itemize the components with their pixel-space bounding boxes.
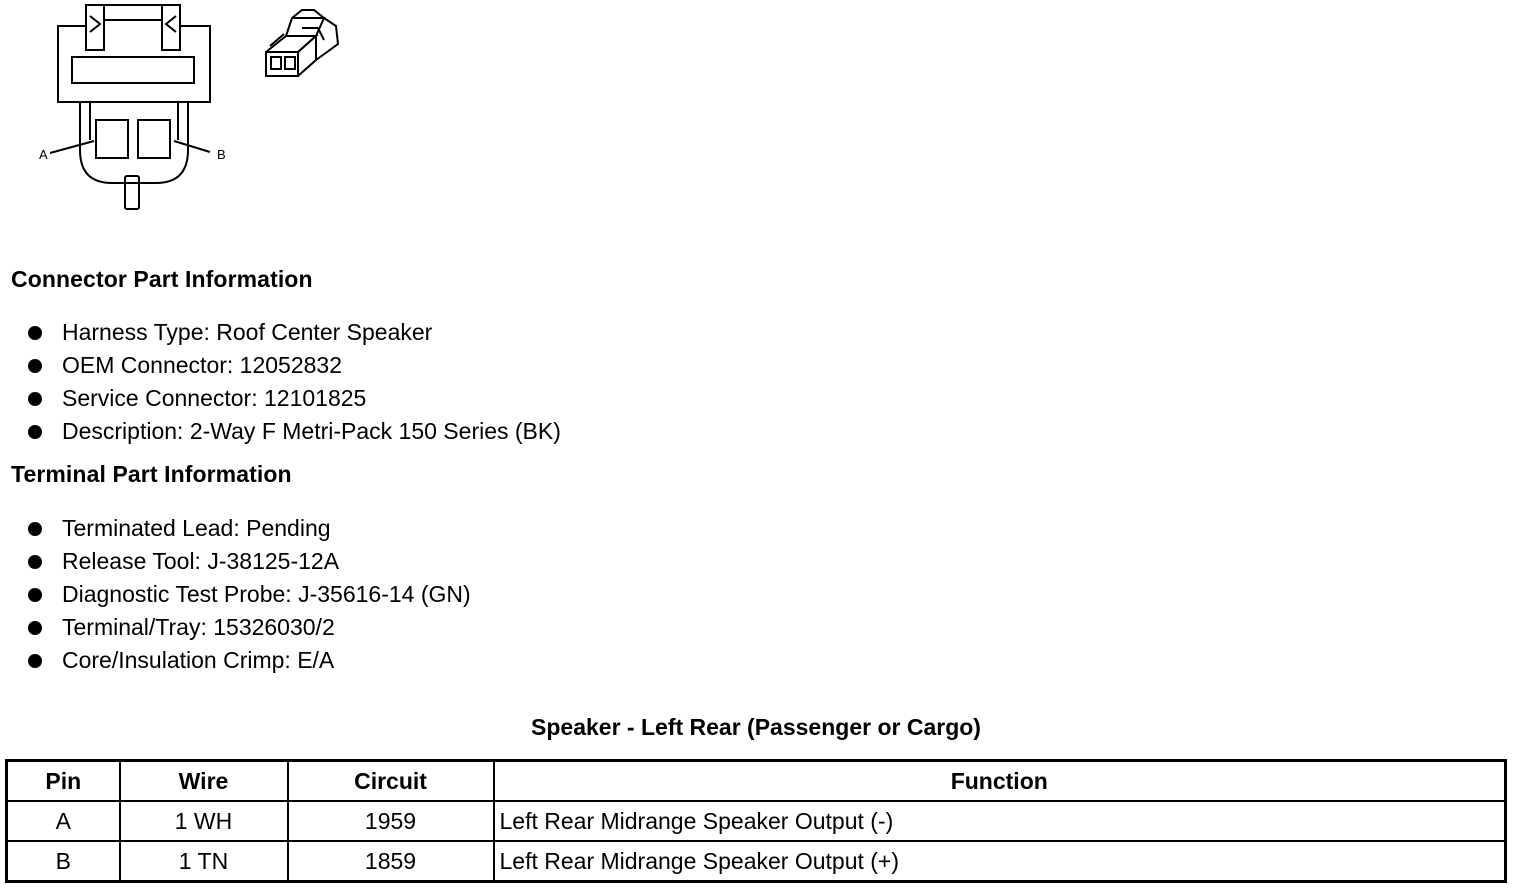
column-header-circuit: Circuit bbox=[288, 761, 494, 802]
connector-face-diagram bbox=[30, 0, 240, 215]
list-item-text: Description: 2-Way F Metri-Pack 150 Series (BK) bbox=[62, 418, 561, 444]
list-item bbox=[28, 545, 471, 578]
table-header-row bbox=[7, 761, 1506, 802]
function-cell: Left Rear Midrange Speaker Output (+) bbox=[494, 841, 1506, 882]
bullet-icon bbox=[28, 425, 42, 439]
list-item-text: Diagnostic Test Probe: J-35616-14 (GN) bbox=[62, 581, 471, 607]
list-item bbox=[28, 512, 471, 545]
list-item bbox=[28, 349, 561, 382]
pin-b-label: B bbox=[217, 147, 226, 162]
pin-cell: B bbox=[7, 841, 120, 882]
list-item-text: Terminated Lead: Pending bbox=[62, 515, 331, 541]
table-row bbox=[7, 841, 1506, 882]
circuit-cell: 1959 bbox=[288, 801, 494, 841]
list-item bbox=[28, 578, 471, 611]
bullet-icon bbox=[28, 654, 42, 668]
bullet-icon bbox=[28, 326, 42, 340]
list-item bbox=[28, 316, 561, 349]
bullet-icon bbox=[28, 392, 42, 406]
column-header-wire: Wire bbox=[120, 761, 288, 802]
bullet-icon bbox=[28, 522, 42, 536]
wire-cell: 1 WH bbox=[120, 801, 288, 841]
bullet-icon bbox=[28, 588, 42, 602]
bullet-icon bbox=[28, 555, 42, 569]
connector-part-info-list bbox=[28, 316, 561, 448]
list-item-text: Harness Type: Roof Center Speaker bbox=[62, 319, 433, 345]
list-item-text: Service Connector: 12101825 bbox=[62, 385, 367, 411]
pinout-table bbox=[5, 759, 1507, 883]
list-item bbox=[28, 382, 561, 415]
circuit-cell: 1859 bbox=[288, 841, 494, 882]
terminal-part-info-heading: Terminal Part Information bbox=[11, 461, 292, 487]
connector-part-info-heading: Connector Part Information bbox=[11, 266, 313, 292]
bullet-icon bbox=[28, 621, 42, 635]
list-item-text: Release Tool: J-38125-12A bbox=[62, 548, 340, 574]
terminal-part-info-list bbox=[28, 512, 471, 677]
bullet-icon bbox=[28, 359, 42, 373]
table-row bbox=[7, 801, 1506, 841]
list-item bbox=[28, 611, 471, 644]
pin-a-label: A bbox=[39, 147, 48, 162]
list-item-text: Core/Insulation Crimp: E/A bbox=[62, 647, 335, 673]
function-cell: Left Rear Midrange Speaker Output (-) bbox=[494, 801, 1506, 841]
list-item bbox=[28, 415, 561, 448]
wire-cell: 1 TN bbox=[120, 841, 288, 882]
pin-cell: A bbox=[7, 801, 120, 841]
column-header-pin: Pin bbox=[7, 761, 120, 802]
connector-isometric-diagram bbox=[258, 6, 348, 88]
list-item-text: Terminal/Tray: 15326030/2 bbox=[62, 614, 335, 640]
pinout-table-title: Speaker - Left Rear (Passenger or Cargo) bbox=[531, 714, 981, 740]
list-item bbox=[28, 644, 471, 677]
column-header-function: Function bbox=[494, 761, 1506, 802]
list-item-text: OEM Connector: 12052832 bbox=[62, 352, 343, 378]
